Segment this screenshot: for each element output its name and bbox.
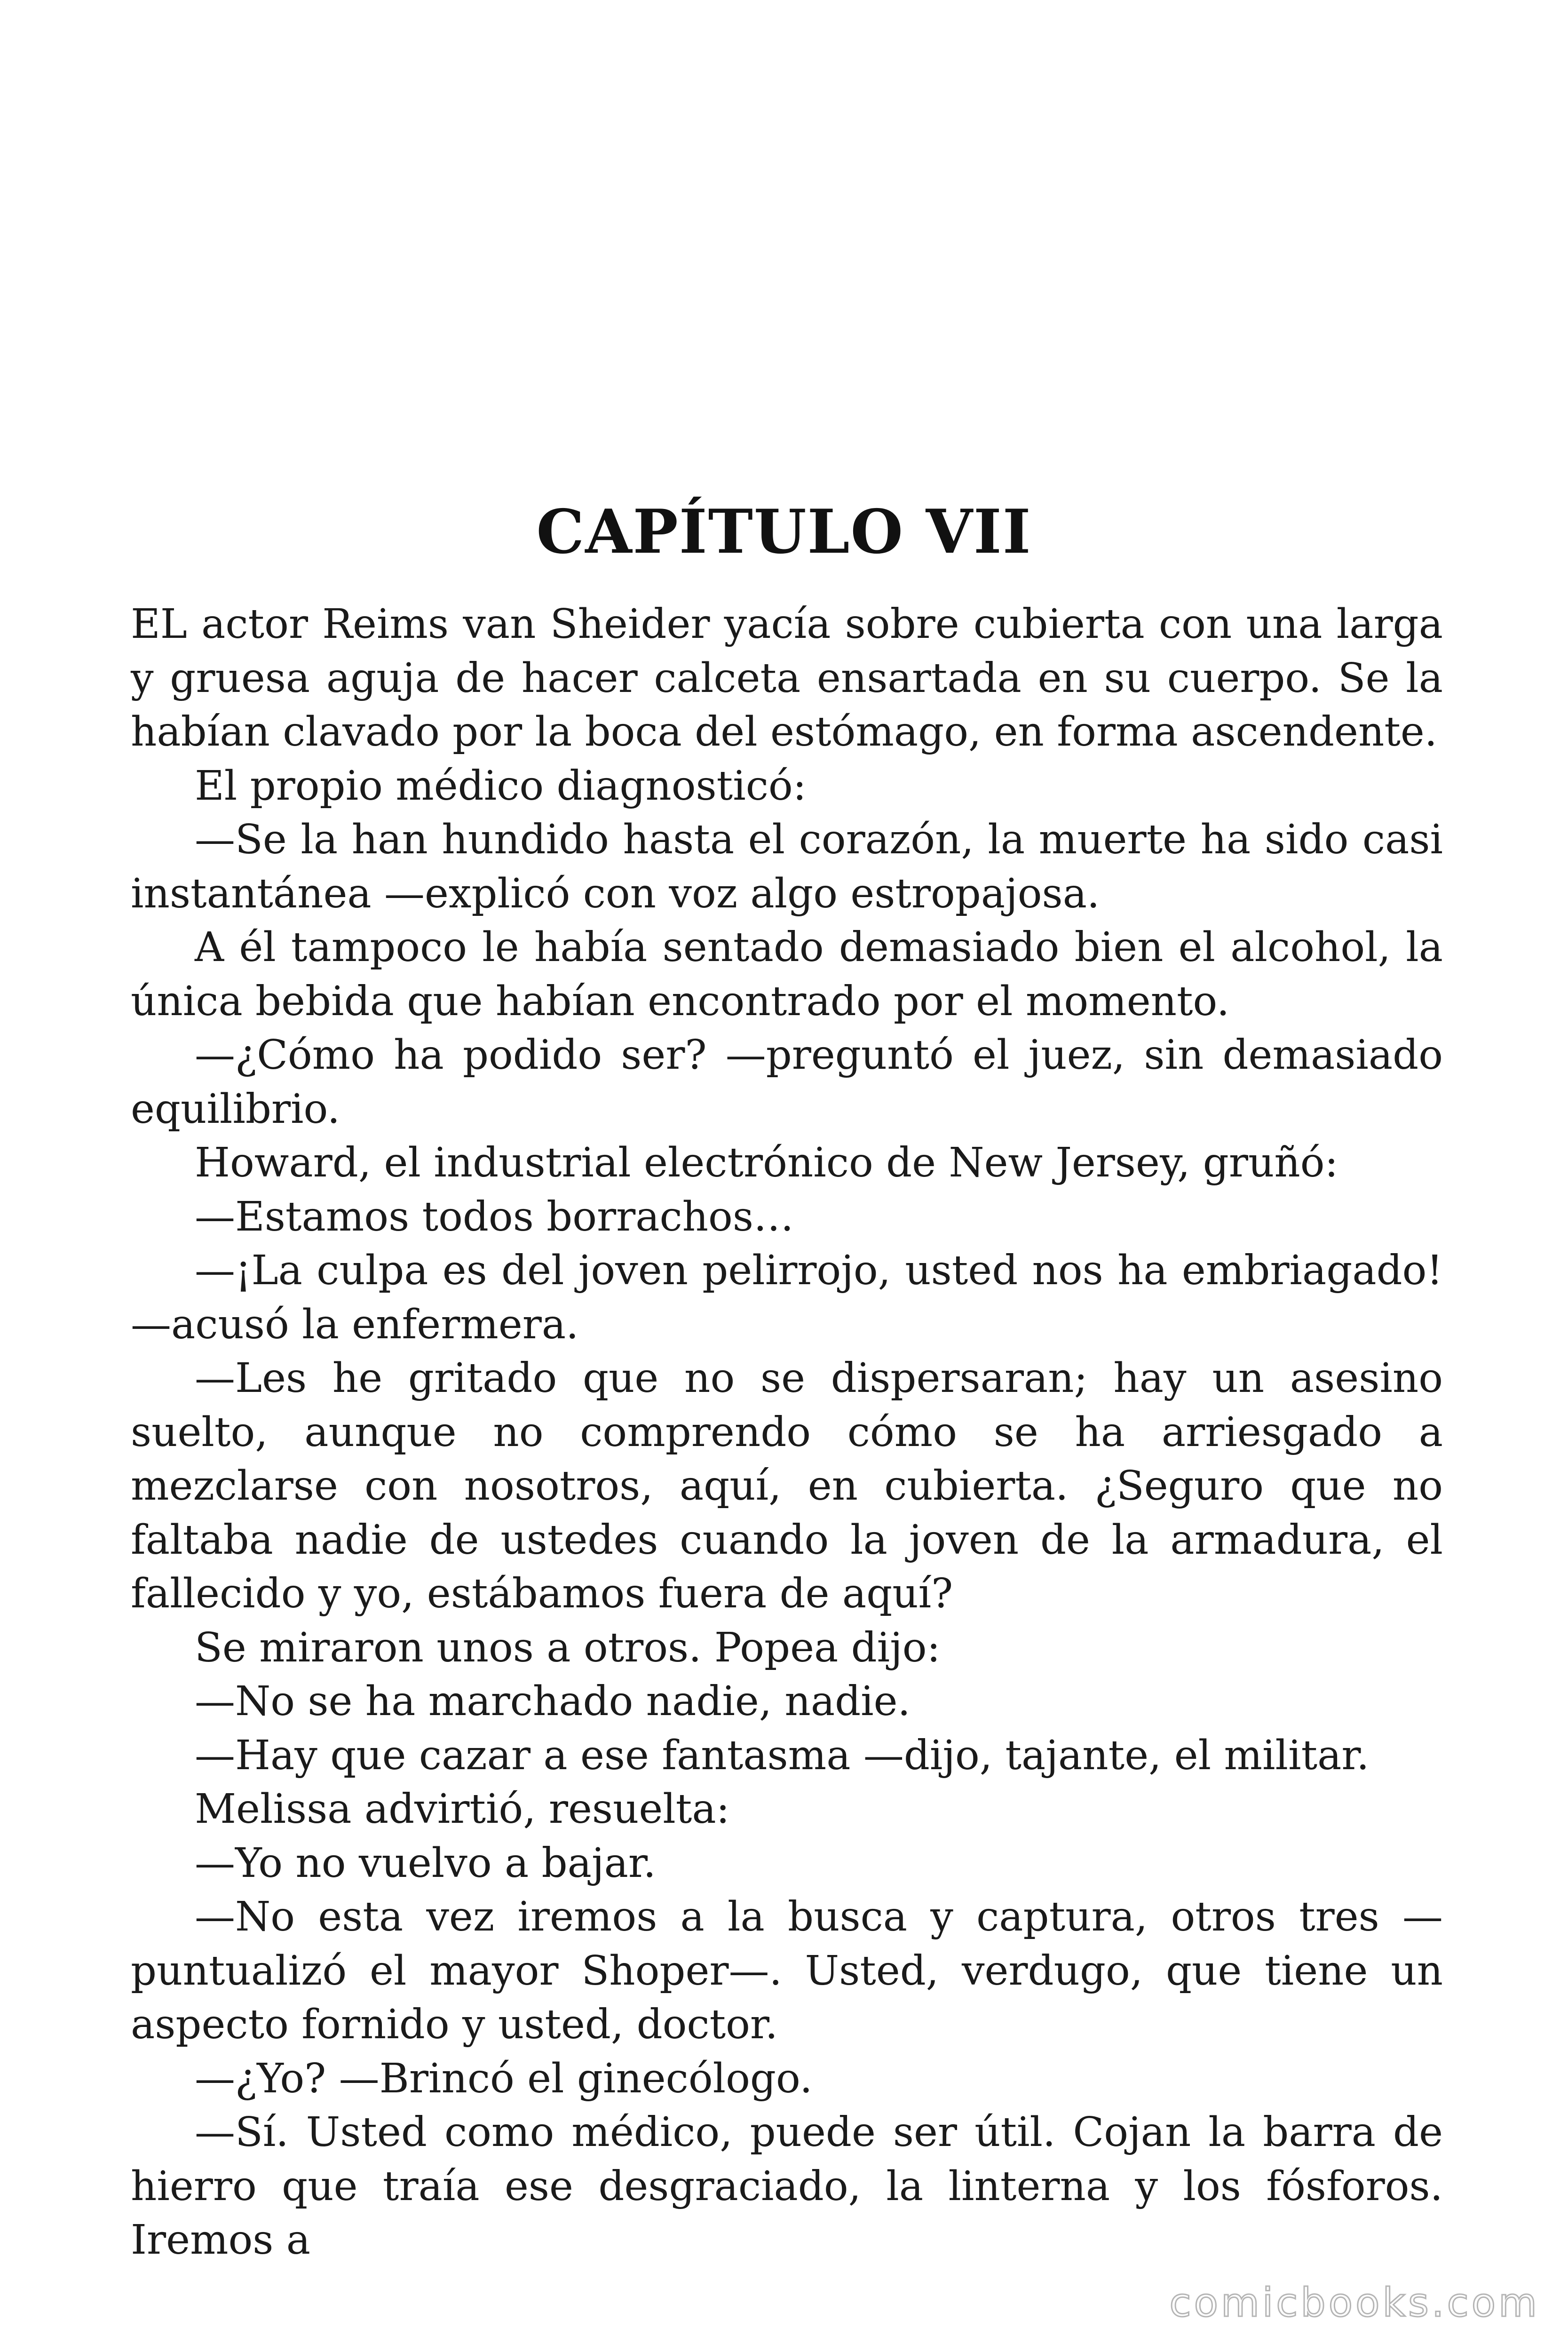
paragraph: A él tampoco le había sentado demasiado bien el alcohol, la única bebida que habían encontrado por el momento.	[131, 924, 1443, 1025]
watermark: comicbooks.com	[1169, 2280, 1540, 2326]
paragraph: Se miraron unos a otros. Popea dijo:	[195, 1624, 941, 1671]
paragraph: —No esta vez iremos a la busca y captura, otros tres —puntualizó el mayor Shoper—. Usted, verdugo, que tiene un aspecto fornido y usted, doctor.	[131, 1893, 1443, 2048]
paragraph: —Se la han hundido hasta el corazón, la muerte ha sido casi instantánea —explicó con voz algo estropajosa.	[131, 816, 1443, 917]
paragraph: —Sí. Usted como médico, puede ser útil. Cojan la barra de hierro que traía ese desgraciado, la linterna y los fósforos. Iremos a	[131, 2109, 1443, 2264]
paragraph: —¿Yo? —Brincó el ginecólogo.	[195, 2055, 813, 2102]
paragraph: Howard, el industrial electrónico de New Jersey, gruñó:	[195, 1139, 1338, 1186]
paragraph: Melissa advirtió, resuelta:	[195, 1786, 730, 1833]
chapter-title: CAPÍTULO VII	[536, 496, 1032, 567]
paragraph: El propio médico diagnosticó:	[195, 762, 807, 810]
paragraph: —Estamos todos borrachos…	[195, 1193, 794, 1240]
paragraph: EL actor Reims van Sheider yacía sobre cubierta con una larga y gruesa aguja de hacer calceta ensartada en su cuerpo. Se la habían clavado por la boca del estómago, en forma ascendente.	[131, 601, 1443, 755]
paragraph: —No se ha marchado nadie, nadie.	[195, 1678, 911, 1725]
paragraph: —¡La culpa es del joven pelirrojo, usted nos ha embriagado! —acusó la enfermera.	[131, 1247, 1443, 1348]
paragraph: —Les he gritado que no se dispersaran; hay un asesino suelto, aunque no comprendo cómo se ha arriesgado a mezclarse con nosotros, aquí, en cubierta. ¿Seguro que no faltaba nadie de ustedes cuando la joven de la armadura, el fallecido y yo, estábamos fuera de aquí?	[131, 1355, 1443, 1617]
body-text	[131, 597, 1443, 2267]
paragraph: —¿Cómo ha podido ser? —preguntó el juez, sin demasiado equilibrio.	[131, 1032, 1443, 1133]
paragraph: —Hay que cazar a ese fantasma —dijo, tajante, el militar.	[195, 1732, 1370, 1779]
paragraph: —Yo no vuelvo a bajar.	[195, 1839, 656, 1887]
